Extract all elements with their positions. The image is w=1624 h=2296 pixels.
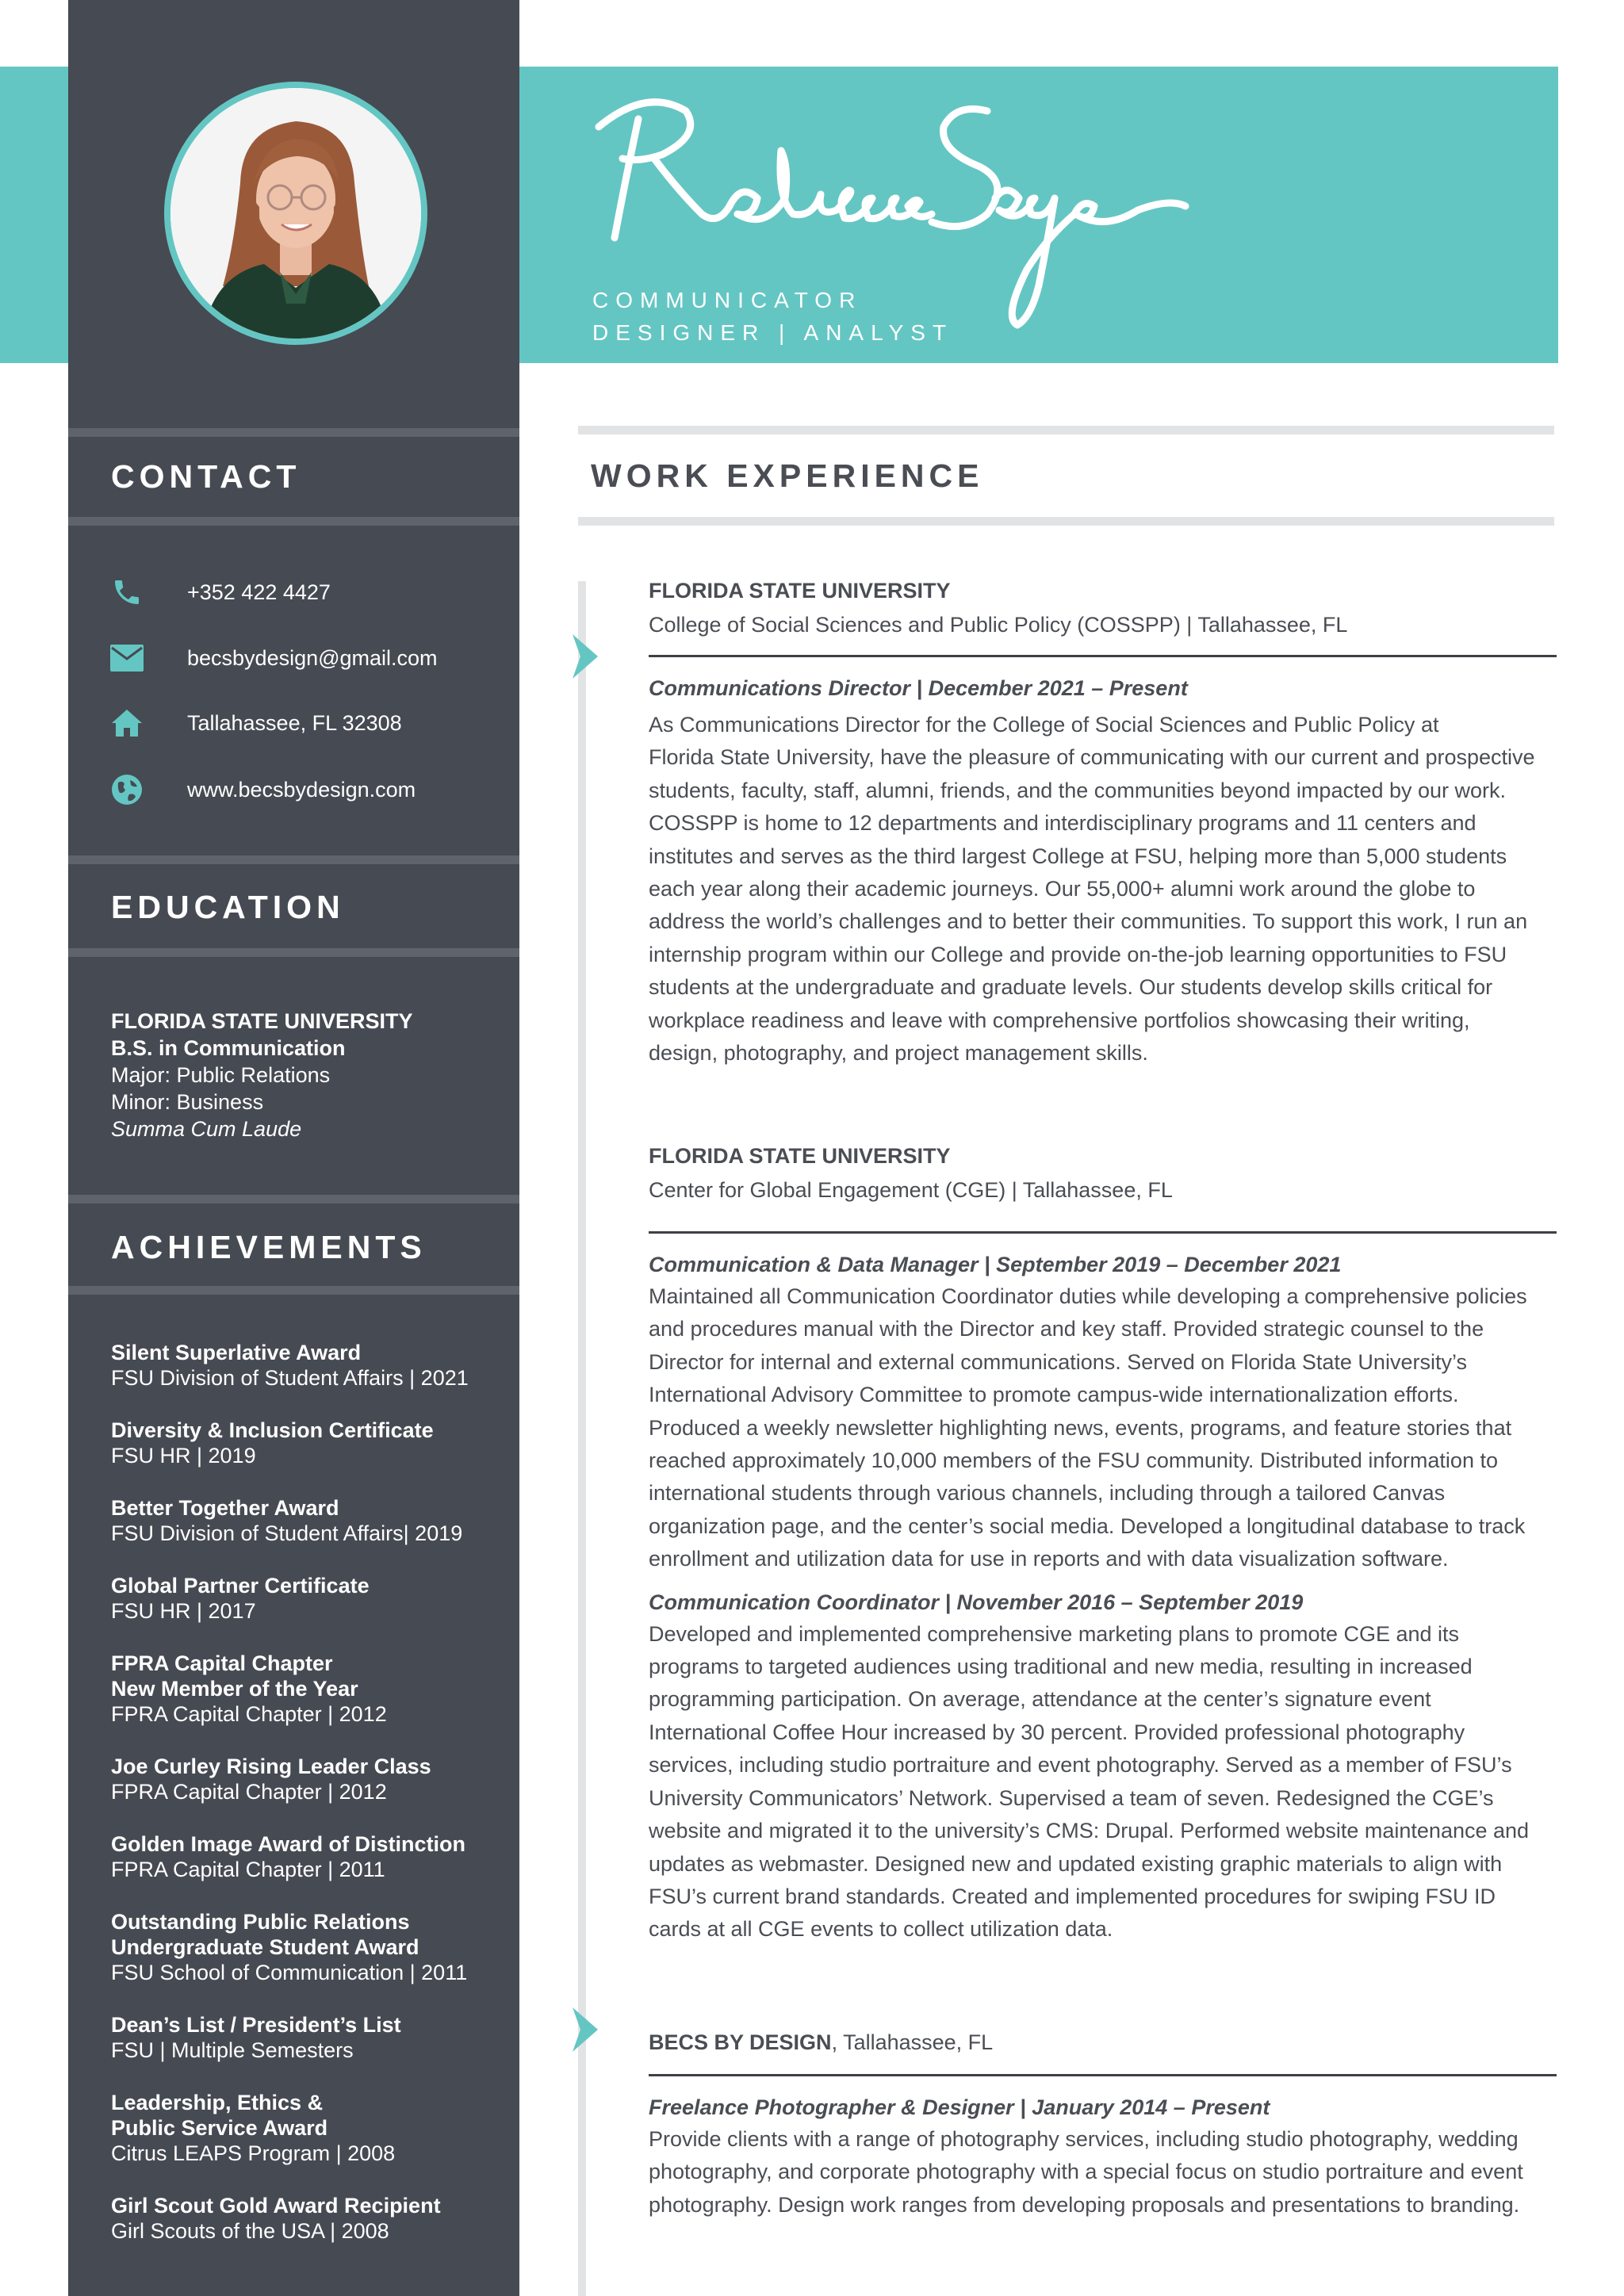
timeline-arrow-icon bbox=[573, 2007, 598, 2052]
contact-phone bbox=[109, 576, 331, 608]
job-role: Communications Director | December 2021 – Present bbox=[649, 676, 1188, 700]
job-department: College of Social Sciences and Public Policy (COSSPP) | Tallahassee, FL bbox=[649, 613, 1348, 637]
achievement-item: Joe Curley Rising Leader Class FPRA Capital Chapter | 2012 bbox=[111, 1755, 431, 1804]
achievement-item: Girl Scout Gold Award Recipient Girl Scouts of the USA | 2008 bbox=[111, 2194, 441, 2243]
divider bbox=[68, 948, 519, 957]
achievement-item: Diversity & Inclusion Certificate FSU HR | 2019 bbox=[111, 1418, 434, 1468]
contact-website bbox=[109, 774, 416, 806]
job-divider bbox=[649, 655, 1557, 657]
education-degree: B.S. in Communication bbox=[111, 1036, 346, 1060]
divider bbox=[578, 426, 1554, 434]
timeline-arrow-icon bbox=[573, 634, 598, 679]
profile-photo bbox=[164, 82, 427, 345]
achievement-item: Global Partner Certificate FSU HR | 2017 bbox=[111, 1574, 370, 1623]
job-description: Provide clients with a range of photography services, including studio photography, wedding photography, and corporate photography with a special focus on studio portraiture and event photography. Design work ranges from developing proposals and presentations to branding. bbox=[649, 2127, 1523, 2217]
contact-email bbox=[109, 642, 438, 674]
achievement-item: Golden Image Award of Distinction FPRA Capital Chapter | 2011 bbox=[111, 1832, 466, 1881]
sidebar bbox=[68, 0, 519, 2296]
achievement-item: Leadership, Ethics & Public Service Award Citrus LEAPS Program | 2008 bbox=[111, 2091, 396, 2165]
achievement-item: FPRA Capital Chapter New Member of the Year FPRA Capital Chapter | 2012 bbox=[111, 1651, 387, 1726]
job-role: Communication & Data Manager | September 2019 – December 2021 bbox=[649, 1253, 1342, 1276]
education-major: Major: Public Relations bbox=[111, 1063, 331, 1087]
job-description: As Communications Director for the College of Social Sciences and Public Policy at Florida State University, have the pleasure of communicating with our current and prospective students, faculty, staff, alumni, friends, and the communities beyond impacted by our work. COSSPP is home to 12 departments and interdisciplinary programs and 11 centers and institutes and serves as the third largest College at FSU, helping more than 5,000 students each year along their academic journeys. Our 55,000+ alumni work around the globe to address the world’s challenges and to better their communities. To support this work, I run an internship program within our College and provide on-the-job learning opportunities to FSU students at the undergraduate and graduate levels. Our students develop skills critical for workplace readiness and leave with comprehensive portfolios showcasing their writing, design, photography, and project management skills. bbox=[649, 713, 1535, 1066]
email-icon bbox=[109, 642, 144, 674]
website-text[interactable]: www.becsbydesign.com bbox=[187, 777, 416, 802]
achievement-item: Outstanding Public Relations Undergraduate Student Award FSU School of Communication | 2011 bbox=[111, 1910, 468, 1984]
achievement-item: Better Together Award FSU Division of Student Affairs| 2019 bbox=[111, 1496, 463, 1545]
header-band-left bbox=[0, 67, 68, 363]
tagline-line2: DESIGNER | ANALYST bbox=[592, 320, 954, 345]
job-divider bbox=[649, 2074, 1557, 2076]
work-experience-heading: WORK EXPERIENCE bbox=[591, 457, 984, 494]
achievements-heading: ACHIEVEMENTS bbox=[111, 1229, 427, 1265]
phone-icon bbox=[109, 576, 144, 608]
job-department: Center for Global Engagement (CGE) | Tallahassee, FL bbox=[649, 1178, 1173, 1202]
contact-address bbox=[109, 707, 402, 739]
job-role: Communication Coordinator | November 2016 – September 2019 bbox=[649, 1590, 1304, 1614]
achievements-list bbox=[111, 1340, 508, 2271]
address-text: Tallahassee, FL 32308 bbox=[187, 710, 402, 735]
job-entry bbox=[649, 579, 1557, 1070]
divider bbox=[68, 428, 519, 437]
phone-text[interactable]: +352 422 4427 bbox=[187, 580, 331, 604]
job-divider bbox=[649, 1231, 1557, 1234]
education-heading: EDUCATION bbox=[111, 889, 345, 925]
job-organization: FLORIDA STATE UNIVERSITY bbox=[649, 579, 951, 603]
achievement-item: Silent Superlative Award FSU Division of Student Affairs | 2021 bbox=[111, 1341, 469, 1390]
education-school: FLORIDA STATE UNIVERSITY bbox=[111, 1009, 413, 1033]
contact-heading: CONTACT bbox=[111, 458, 301, 495]
job-organization-line bbox=[649, 2030, 1557, 2055]
tagline-line1: COMMUNICATOR bbox=[592, 288, 863, 312]
divider bbox=[68, 1195, 519, 1203]
education-entry bbox=[111, 1008, 413, 1142]
divider bbox=[68, 517, 519, 526]
divider bbox=[578, 517, 1554, 526]
job-description: Maintained all Communication Coordinator duties while developing a comprehensive policies and procedures manual with the Director and key staff. Provided strategic counsel to the Director for internal and external communications. Served on Florida State University’s International Advisory Committee to promote campus-wide internationalization efforts. Produced a weekly newsletter highlighting news, events, programs, and feature stories that reached approximately 10,000 members of the FSU community. Distributed information to international students through various channels, including through a tailored Canvas organization page, and the center’s social media. Developed a longitudinal database to track enrollment and utilization data for use in reports and with data visualization software. bbox=[649, 1284, 1527, 1571]
email-text[interactable]: becsbydesign@gmail.com bbox=[187, 645, 438, 670]
divider bbox=[68, 1286, 519, 1295]
divider bbox=[68, 855, 519, 864]
job-location: , Tallahassee, FL bbox=[831, 2030, 994, 2054]
job-organization: BECS BY DESIGN bbox=[649, 2030, 832, 2054]
globe-icon bbox=[109, 774, 144, 806]
education-honors: Summa Cum Laude bbox=[111, 1117, 302, 1141]
home-icon bbox=[109, 707, 144, 739]
job-role: Freelance Photographer & Designer | January 2014 – Present bbox=[649, 2095, 1270, 2119]
job-organization: FLORIDA STATE UNIVERSITY bbox=[649, 1144, 951, 1168]
achievement-item: Dean’s List / President’s List FSU | Multiple Semesters bbox=[111, 2013, 401, 2062]
job-entry bbox=[649, 1144, 1557, 1946]
job-entry bbox=[649, 2030, 1557, 2221]
job-description: Developed and implemented comprehensive marketing plans to promote CGE and its programs to targeted audiences using traditional and new media, resulting in increased programming participation. On average, attendance at the center’s signature event International Coffee Hour increased by 30 percent. Provided professional photography services, including studio portraiture and event photography. Served as a member of FSU’s University Communicators’ Network. Supervised a team of seven. Redesigned the CGE’s website and migrated it to the university’s CMS: Drupal. Performed website maintenance and updates as webmaster. Designed new and updated existing graphic materials to align with FSU’s current brand standards. Created and implemented procedures for swiping FSU ID cards at all CGE events to collect utilization data. bbox=[649, 1621, 1530, 1942]
education-minor: Minor: Business bbox=[111, 1090, 264, 1114]
